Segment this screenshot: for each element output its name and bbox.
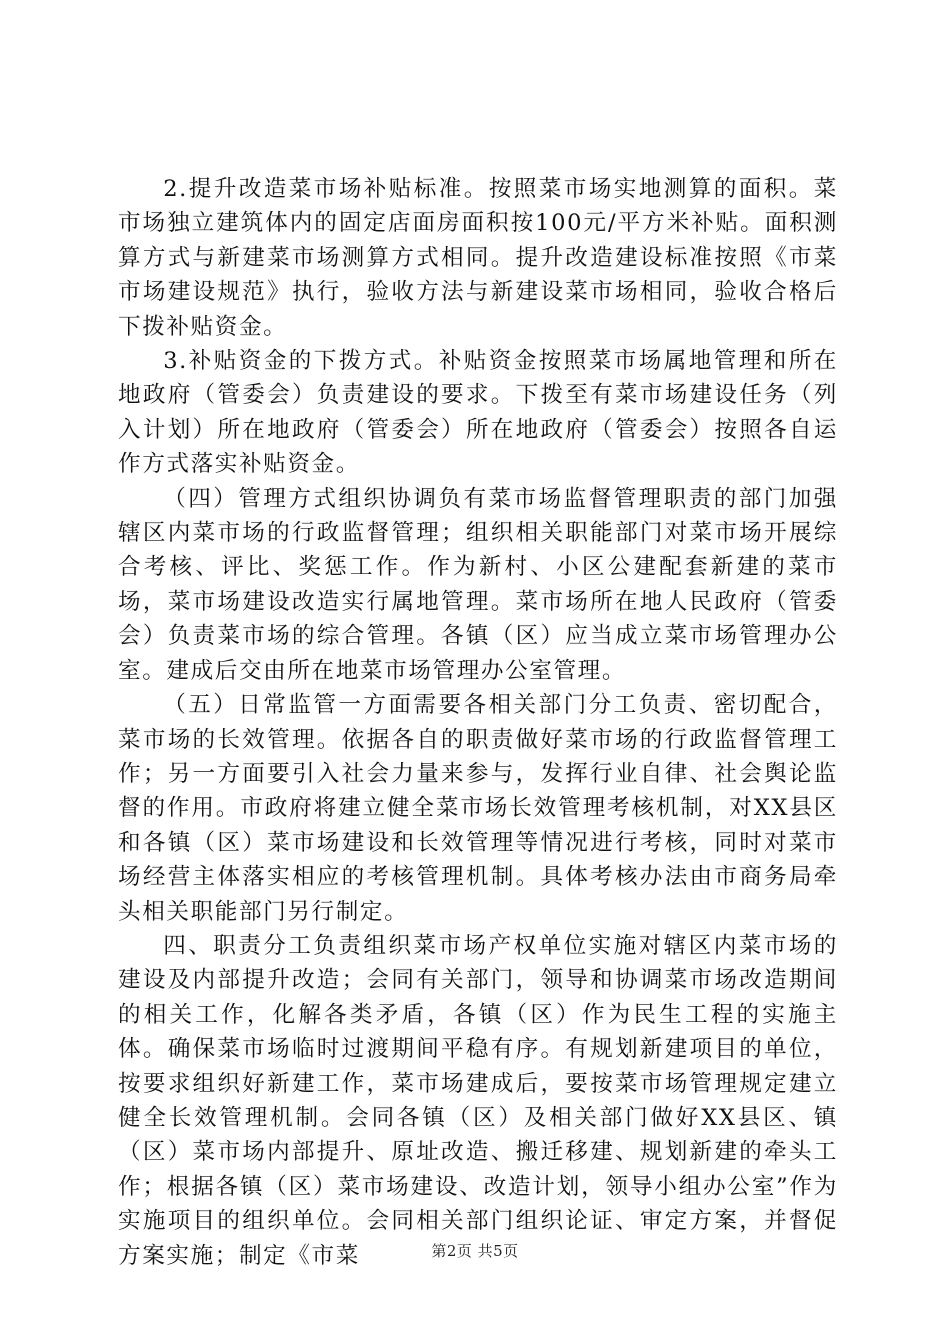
page-footer: 第2页 共5页: [431, 1242, 519, 1260]
paragraph-management-method: （四）管理方式组织协调负有菜市场监督管理职责的部门加强辖区内菜市场的行政监督管理；组织相关职能部门对菜市场开展综合考核、评比、奖惩工作。作为新村、小区公建配套新建的菜市场，菜市场建设改造实行属地管理。菜市场所在地人民政府（管委会）负责菜市场的综合管理。各镇（区）应当成立菜市场管理办公室。建成后交由所在地菜市场管理办公室管理。: [118, 485, 838, 684]
document-body: [118, 172, 838, 1273]
paragraph-responsibilities: 四、职责分工负责组织菜市场产权单位实施对辖区内菜市场的建设及内部提升改造；会同有关部门，领导和协调菜市场改造期间的相关工作，化解各类矛盾，各镇（区）作为民生工程的实施主体。确保菜市场临时过渡期间平稳有序。有规划新建项目的单位，按要求组织好新建工作，菜市场建成后，要按菜市场管理规定建立健全长效管理机制。会同各镇（区）及相关部门做好XX县区、镇（区）菜市场内部提升、原址改造、搬迁移建、规划新建的牵头工作；根据各镇（区）菜市场建设、改造计划，领导小组办公室”作为实施项目的组织单位。会同相关部门组织论证、审定方案，并督促方案实施；制定《市菜: [118, 932, 838, 1269]
paragraph-daily-supervision: （五）日常监管一方面需要各相关部门分工负责、密切配合，菜市场的长效管理。依据各自的职责做好菜市场的行政监督管理工作；另一方面要引入社会力量来参与，发挥行业自律、社会舆论监督的作用。市政府将建立健全菜市场长效管理考核机制，对XX县区和各镇（区）菜市场建设和长效管理等情况进行考核，同时对菜市场经营主体落实相应的考核管理机制。具体考核办法由市商务局牵头相关职能部门另行制定。: [118, 692, 838, 925]
paragraph-subsidy-standard: 2.提升改造菜市场补贴标准。按照菜市场实地测算的面积。菜市场独立建筑体内的固定店面房面积按100元/平方米补贴。面积测算方式与新建菜市场测算方式相同。提升改造建设标准按照《市菜市场建设规范》执行，验收方法与新建设菜市场相同，验收合格后下拨补贴资金。: [118, 176, 838, 340]
paragraph-subsidy-allocation: 3.补贴资金的下拨方式。补贴资金按照菜市场属地管理和所在地政府（管委会）负责建设的要求。下拨至有菜市场建设任务（列入计划）所在地政府（管委会）所在地政府（管委会）按照各自运作方式落实补贴资金。: [118, 348, 838, 478]
